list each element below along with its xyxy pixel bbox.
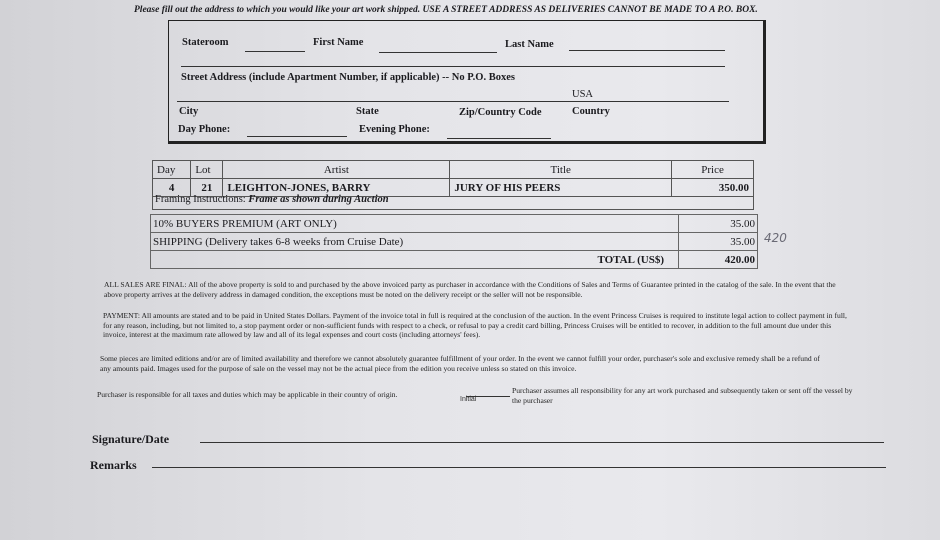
shipping-address-box — [168, 20, 766, 144]
col-lot-header: Lot — [191, 161, 223, 179]
col-artist-header: Artist — [223, 161, 450, 179]
item-lot: 21 — [191, 179, 223, 197]
signature-field[interactable] — [200, 442, 884, 443]
item-artist: LEIGHTON-JONES, BARRY — [223, 179, 450, 197]
initial-label: Initial — [460, 396, 477, 403]
stateroom-field[interactable] — [245, 51, 305, 52]
terms-responsibility: Purchaser assumes all responsibility for any art work purchased and subsequently taken or sent off the vessel by the purchaser — [512, 386, 853, 405]
address-line-top[interactable] — [181, 66, 725, 67]
total-value: 420.00 — [679, 251, 758, 269]
state-label: State — [356, 106, 379, 117]
terms-payment: PAYMENT: All amounts are stated and to be paid in United States Dollars. Payment of the invoice total in full is required at the conclusion of the auction. In the event Princess Cruises is required to institute legal action to collect payment in full, for any reason, including, but not limited to, a stop payment order or non-sufficient funds with respect to a check, or refusal to pay a credit card billing, Princess Cruises will be entitled to recover, in addition to the full amount due under this invoice, interest at the maximum rate allowed by law and all of its legal expenses and court costs (including attorneys' fees). — [103, 311, 847, 340]
premium-value: 35.00 — [679, 215, 758, 233]
country-value: USA — [572, 89, 594, 100]
street-address-label: Street Address (include Apartment Number, if applicable) -- No P.O. Boxes — [181, 72, 515, 83]
remarks-label: Remarks — [90, 458, 137, 472]
premium-row — [151, 215, 758, 233]
terms-limited: Some pieces are limited editions and/or are of limited availability and therefore we cannot absolutely guarantee fulfillment of your order. In the event we cannot fulfill your order, purchaser's sole and exclusive remedy shall be a refund of any amounts paid. Images used for the purpose of sale on the vessel may not be the actual piece from the edition you receive unless so stated on this invoice. — [100, 354, 820, 373]
shipping-value: 35.00 — [679, 233, 758, 251]
col-title-header: Title — [450, 161, 672, 179]
framing-label: Framing Instructions: — [155, 194, 246, 205]
shipping-row — [151, 233, 758, 251]
totals-table — [150, 214, 758, 269]
last-name-field[interactable] — [569, 50, 725, 51]
framing-instructions — [152, 194, 754, 210]
evening-phone-label: Evening Phone: — [359, 124, 430, 135]
first-name-label: First Name — [313, 37, 364, 48]
item-table — [152, 160, 754, 197]
city-label: City — [179, 106, 199, 117]
shipping-label: SHIPPING (Delivery takes 6-8 weeks from Cruise Date) — [151, 233, 679, 251]
framing-value: Frame as shown during Auction — [248, 194, 389, 205]
city-state-line[interactable] — [177, 101, 729, 102]
col-price-header: Price — [672, 161, 754, 179]
col-day-header: Day — [153, 161, 191, 179]
first-name-field[interactable] — [379, 52, 497, 53]
total-label: TOTAL (US$) — [151, 251, 679, 269]
day-phone-label: Day Phone: — [178, 124, 231, 135]
shipping-instructions-header: Please fill out the address to which you would like your art work shipped. USE A STREET ADDRESS AS DELIVERIES CANNOT BE MADE TO A P.O. BOX. — [134, 5, 758, 15]
evening-phone-field[interactable] — [447, 138, 551, 139]
country-label: Country — [572, 106, 610, 117]
zip-label: Zip/Country Code — [459, 107, 542, 118]
handwritten-note: 420 — [764, 231, 787, 245]
terms-taxes: Purchaser is responsible for all taxes and duties which may be applicable in their country of origin. — [97, 390, 398, 399]
item-price: 350.00 — [672, 179, 754, 197]
item-day: 4 — [153, 179, 191, 197]
last-name-label: Last Name — [505, 39, 554, 50]
total-row — [151, 251, 758, 269]
remarks-field[interactable] — [152, 467, 886, 468]
signature-label: Signature/Date — [92, 432, 170, 446]
day-phone-field[interactable] — [247, 136, 347, 137]
item-title: JURY OF HIS PEERS — [450, 179, 672, 197]
premium-label: 10% BUYERS PREMIUM (ART ONLY) — [151, 215, 679, 233]
table-header-row — [153, 161, 754, 179]
terms-final: ALL SALES ARE FINAL: All of the above property is sold to and purchased by the above invoiced party as purchaser in accordance with the Conditions of Sales and Terms of Guarantee printed in the catalog of the sale. In the event that the above property arrives at the delivery address in damaged condition, the exceptions must be noted on the delivery receipt or the seller will not be responsible. — [104, 280, 836, 299]
stateroom-label: Stateroom — [182, 37, 229, 48]
